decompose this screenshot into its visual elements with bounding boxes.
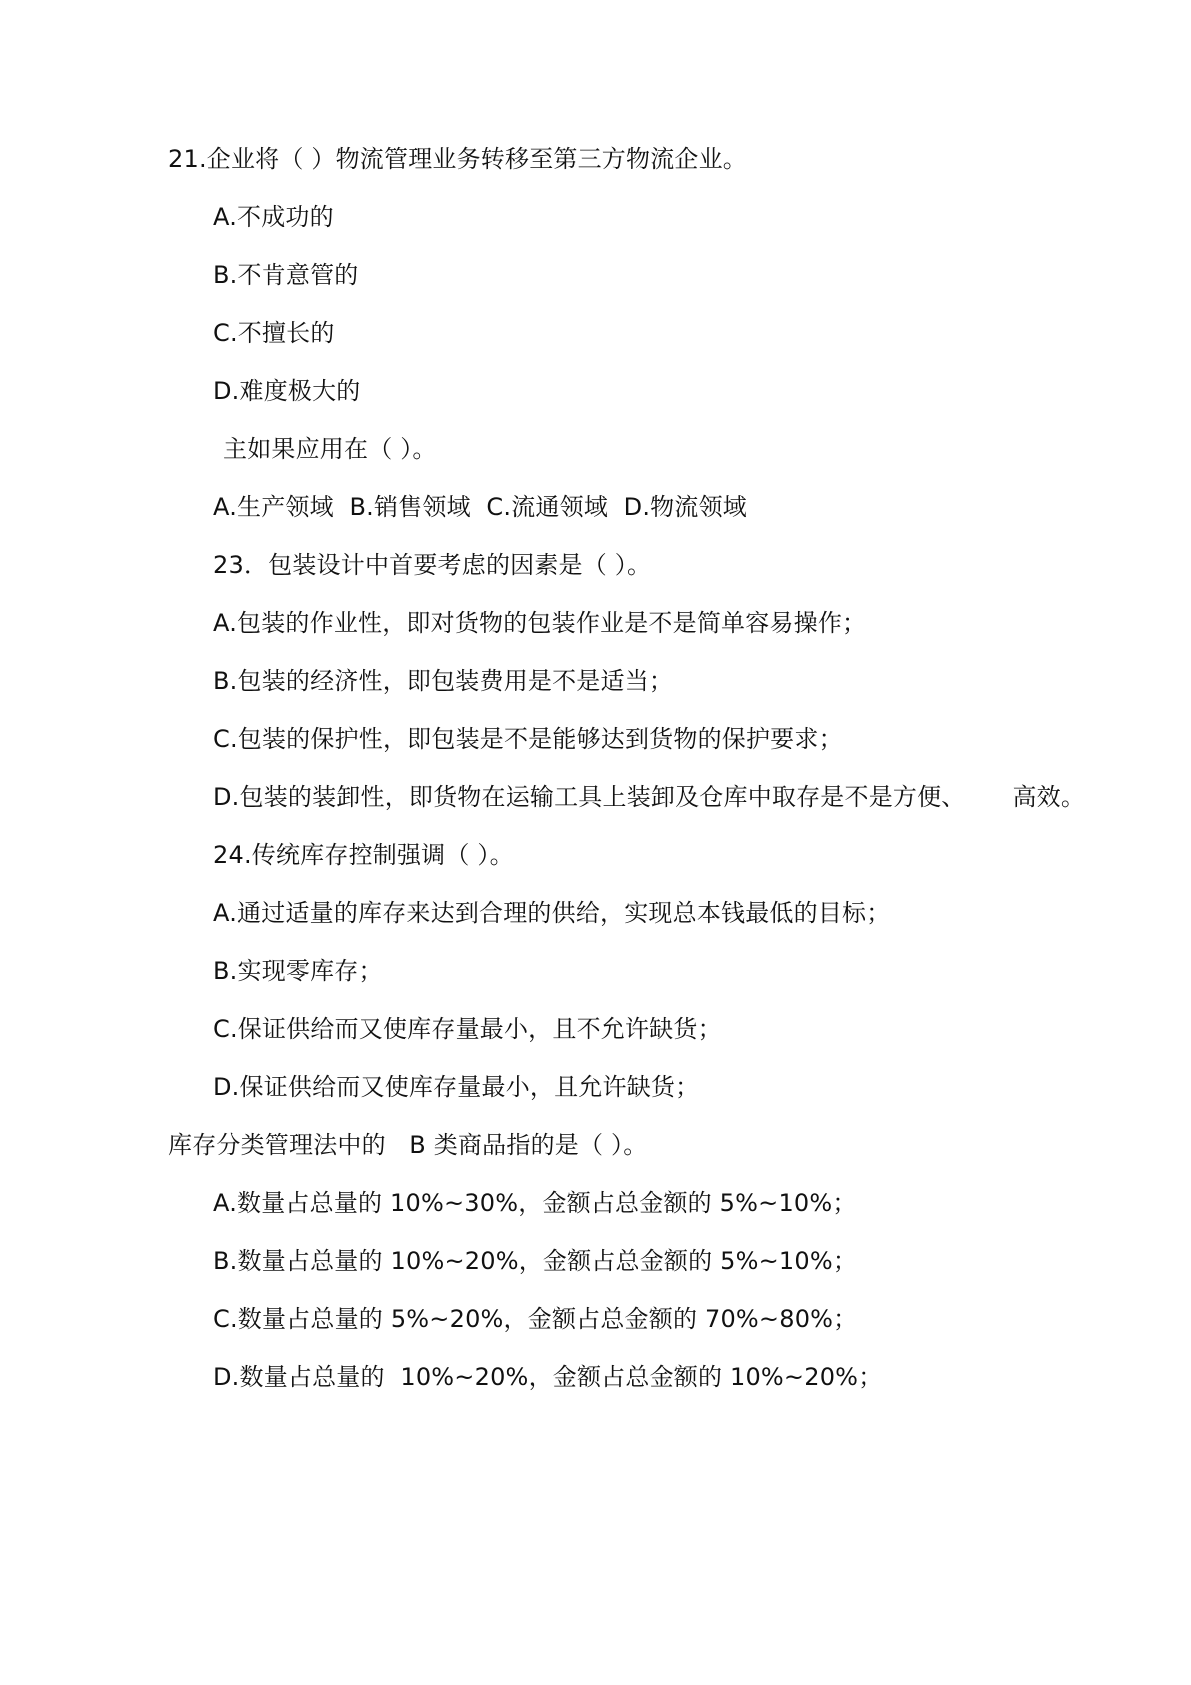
question-25-stem: 库存分类管理法中的 B 类商品指的是（ ）。 — [168, 1131, 648, 1159]
question-21-option-d: D.难度极大的 — [213, 377, 361, 405]
question-23-option-c: C.包装的保护性，即包装是不是能够达到货物的保护要求； — [213, 725, 843, 753]
question-25-option-d: D.数量占总量的 10%~20%，金额占总金额的 10%~20%； — [213, 1363, 883, 1391]
question-24-stem: 24.传统库存控制强调（ ）。 — [213, 841, 514, 869]
question-21-option-a: A.不成功的 — [213, 203, 334, 231]
question-22-stem: 主如果应用在（ ）。 — [223, 435, 437, 463]
question-24-option-b: B.实现零库存； — [213, 957, 383, 985]
question-24-option-a: A.通过适量的库存来达到合理的供给，实现总本钱最低的目标； — [213, 899, 891, 927]
question-23-option-d: D.包装的装卸性，即货物在运输工具上装卸及仓库中取存是不是方便、 高效。 — [213, 783, 1086, 811]
question-22-options: A.生产领域 B.销售领域 C.流通领域 D.物流领域 — [213, 493, 747, 521]
question-23-option-b: B.包装的经济性，即包装费用是不是适当； — [213, 667, 674, 695]
question-25-option-c: C.数量占总量的 5%~20%，金额占总金额的 70%~80%； — [213, 1305, 858, 1333]
question-21-option-c: C.不擅长的 — [213, 319, 335, 347]
question-25-option-b: B.数量占总量的 10%~20%，金额占总金额的 5%~10%； — [213, 1247, 858, 1275]
question-23-stem: 23．包装设计中首要考虑的因素是（ ）。 — [213, 551, 652, 579]
question-24-option-d: D.保证供给而又使库存量最小，且允许缺货； — [213, 1073, 700, 1101]
question-23-option-a: A.包装的作业性，即对货物的包装作业是不是简单容易操作； — [213, 609, 867, 637]
question-21-option-b: B.不肯意管的 — [213, 261, 359, 289]
question-21-stem: 21.企业将（ ）物流管理业务转移至第三方物流企业。 — [168, 145, 747, 173]
question-25-option-a: A.数量占总量的 10%~30%，金额占总金额的 5%~10%； — [213, 1189, 857, 1217]
question-24-option-c: C.保证供给而又使库存量最小，且不允许缺货； — [213, 1015, 722, 1043]
